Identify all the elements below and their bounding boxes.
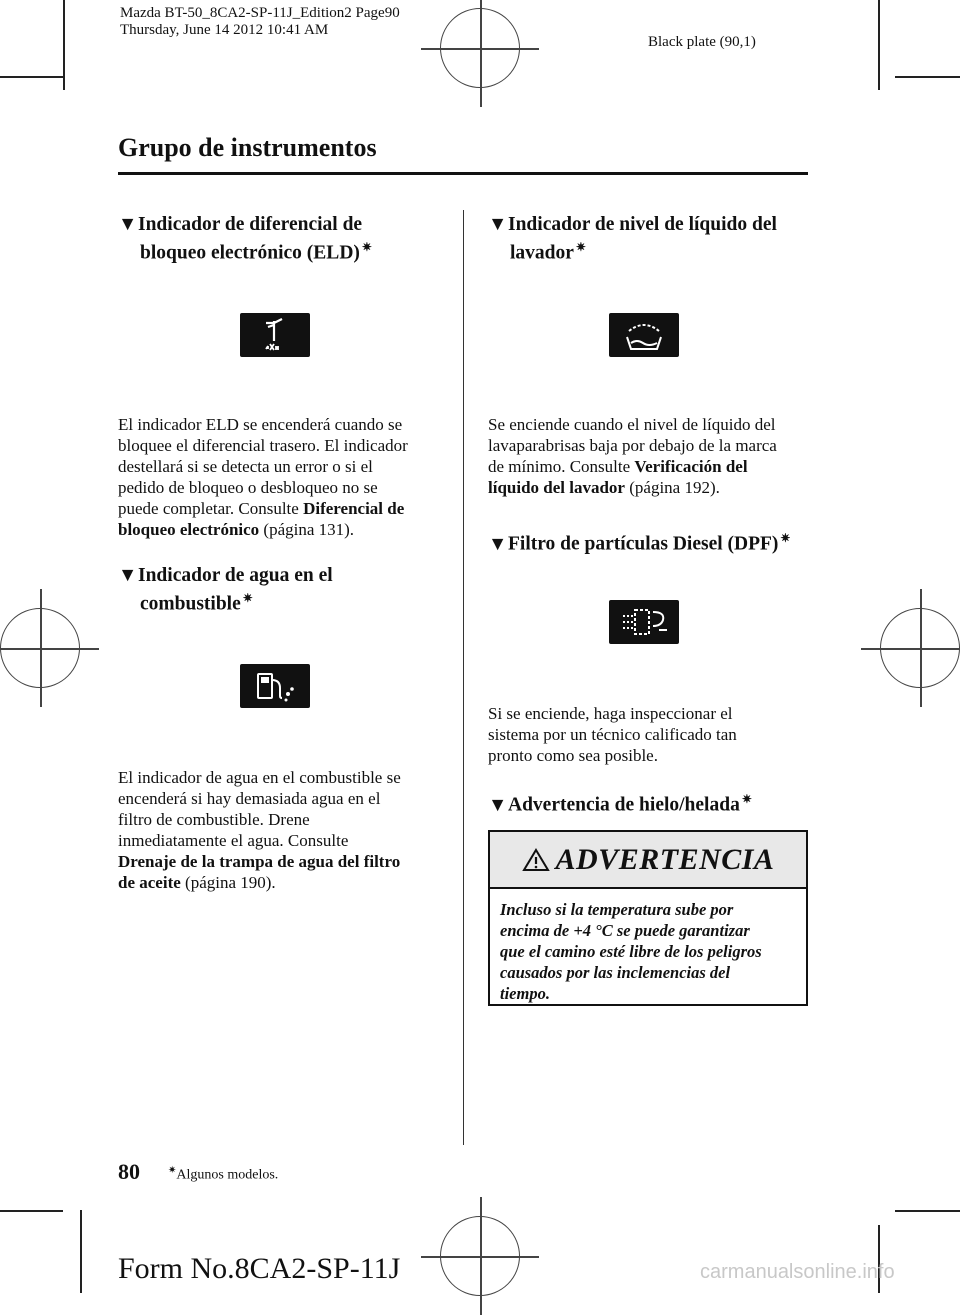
triangle-icon: ▼ [118,565,138,586]
page-number: 80 [118,1159,140,1184]
plate-label: Black plate (90,1) [648,34,756,50]
triangle-icon: ▼ [488,533,508,555]
crop-mark [0,76,63,78]
section-heading: ▼Indicador de diferencial de bloqueo electrónico (ELD) ✷ [118,214,372,264]
asterisk-icon: ✷ [741,792,752,806]
warning-text: Incluso si la temperatura sube por encima de +4 °C se puede garantizar que el camino esté libre de los peligros causados por las inclemencias del tiempo. [500,900,762,1003]
registration-mark [0,608,80,688]
washer-fluid-icon [609,313,679,357]
column-divider [463,210,464,1145]
registration-mark [440,8,520,88]
crop-mark [0,1210,63,1212]
watermark: carmanualsonline.info [700,1261,895,1283]
section-heading: ▼Filtro de partículas Diesel (DPF) ✷ [488,531,791,555]
washer-fluid-body: Se enciende cuando el nivel de líquido del lavaparabrisas baja por debajo de la marca de mínimo. Consulte Verificación del líquido del lavador (página 192). [488,415,777,497]
section-eld [118,213,443,265]
reference-link: Diferencial de [303,499,405,518]
dpf-icon [609,600,679,644]
crop-mark [895,76,960,78]
reference-link: líquido del lavador [488,478,625,497]
warning-header [490,832,806,889]
form-number: Form No.8CA2-SP-11J [118,1252,401,1285]
crop-mark [878,0,880,90]
asterisk-icon: ✷ [168,1165,177,1176]
crop-mark [895,1210,960,1212]
asterisk-icon: ✷ [575,240,586,254]
registration-mark [440,1216,520,1296]
dpf-body: Si se enciende, haga inspeccionar el sistema por un técnico calificado tan pronto como sea posible. [488,704,737,765]
asterisk-icon: ✷ [780,531,791,545]
section-ice-warning [488,788,813,817]
eld-differential-lock-icon [240,313,310,357]
eld-body: El indicador ELD se encenderá cuando se bloquee el diferencial trasero. El indicador destellará si se detecta un error o si el pedido de bloqueo o desbloqueo no se puede completar. Consulte Diferencial de bloqueo electrónico (página 131). [118,415,408,539]
warning-box [488,830,808,1006]
reference-link: bloqueo electrónico [118,520,260,539]
print-header [120,5,400,39]
section-heading: ▼Advertencia de hielo/helada ✷ [488,792,752,816]
crop-mark [63,0,65,90]
reference-link: de aceite [118,873,181,892]
section-water-in-fuel [118,564,443,616]
asterisk-icon: ✷ [361,240,372,254]
section-dpf [488,527,813,556]
page-title: Grupo de instrumentos [118,133,377,162]
triangle-icon: ▼ [488,214,508,235]
section-washer-fluid [488,213,813,265]
reference-link: Verificación del [634,457,748,476]
reference-link: Drenaje de la trampa de agua del filtro [118,852,401,871]
water-in-fuel-icon [240,664,310,708]
warning-title: ADVERTENCIA [555,842,775,876]
footnote: ✷Algunos modelos. [168,1165,279,1183]
print-header-line1: Mazda BT-50_8CA2-SP-11J_Edition2 Page90 [120,5,400,21]
water-in-fuel-body: El indicador de agua en el combustible se encenderá si hay demasiada agua en el filtro de combustible. Drene inmediatamente el agua. Consulte Drenaje de la trampa de agua del filtro de aceite (página 190). [118,768,401,892]
triangle-icon: ▼ [118,214,138,235]
triangle-icon: ▼ [488,794,508,816]
warning-triangle-icon [522,848,550,872]
section-heading: ▼Indicador de nivel de líquido del lavador ✷ [488,214,777,264]
registration-mark [880,608,960,688]
print-header-line2: Thursday, June 14 2012 10:41 AM [120,22,329,38]
title-rule [118,172,808,175]
crop-mark [80,1210,82,1293]
section-heading: ▼Indicador de agua en el combustible ✷ [118,565,333,615]
asterisk-icon: ✷ [242,591,253,605]
